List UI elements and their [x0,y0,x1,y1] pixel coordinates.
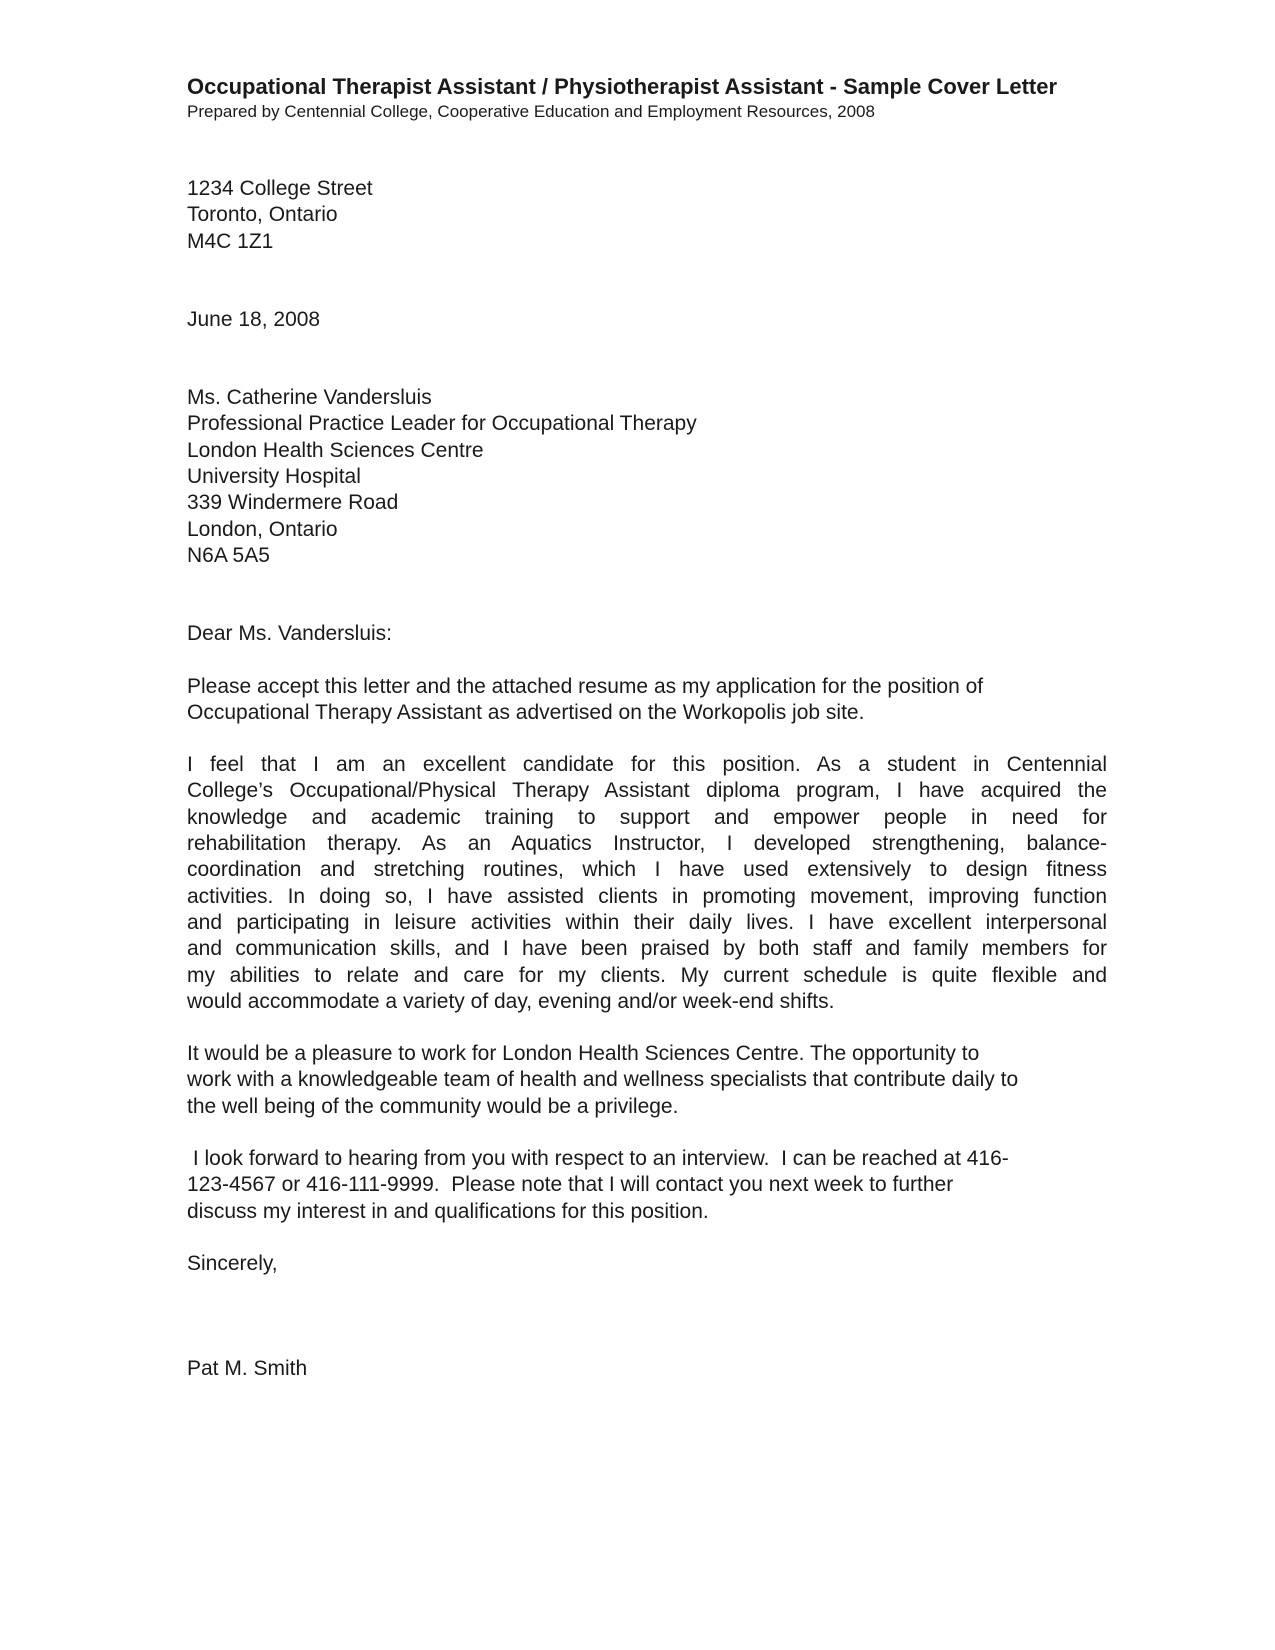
paragraph-line: It would be a pleasure to work for London Health Sciences Centre. The opportunity to [187,1042,980,1066]
sender-address [187,176,1107,255]
document-header [187,73,1107,123]
recipient-name: Ms. Catherine Vandersluis [187,386,432,410]
paragraph-application [187,674,1107,727]
signature-name: Pat M. Smith [187,1357,308,1381]
paragraph-line: work with a knowledgeable team of health and wellness specialists that contribute daily to [187,1068,1019,1092]
sender-postal-code: M4C 1Z1 [187,229,274,253]
recipient-address [187,385,1107,569]
paragraph-qualifications [187,752,1107,1015]
paragraph-line: the well being of the community would be a privilege. [187,1094,679,1118]
paragraph-line: I look forward to hearing from you with respect to an interview. I can be reached at 416- [187,1147,1009,1171]
recipient-postal-code: N6A 5A5 [187,543,270,567]
paragraph-line: would accommodate a variety of day, evening and/or week-end shifts. [187,989,835,1013]
sender-city: Toronto, Ontario [187,203,338,227]
paragraph-line: and participating in leisure activities within their daily lives. I have excellent interpersonal [187,910,1107,934]
salutation: Dear Ms. Vandersluis: [187,622,393,646]
recipient-street: 339 Windermere Road [187,491,399,515]
paragraph-line: coordination and stretching routines, which I have used extensively to design fitness [187,858,1107,882]
paragraph-line: Occupational Therapy Assistant as advertised on the Workopolis job site. [187,700,865,724]
paragraph-line: 123-4567 or 416-111-9999. Please note that I will contact you next week to further [187,1173,954,1197]
paragraph-line: Please accept this letter and the attached resume as my application for the position of [187,674,984,698]
paragraph-line: College’s Occupational/Physical Therapy Assistant diploma program, I have acquired the [187,779,1107,803]
closing: Sincerely, [187,1251,278,1275]
recipient-city: London, Ontario [187,517,338,541]
recipient-position: Professional Practice Leader for Occupational Therapy [187,412,697,436]
recipient-organization: London Health Sciences Centre [187,438,484,462]
paragraph-line: I feel that I am an excellent candidate for this position. As a student in Centennial [187,753,1107,777]
sender-street: 1234 College Street [187,177,373,200]
letter-body [187,176,1107,1383]
paragraph-line: and communication skills, and I have been praised by both staff and family members for [187,937,1107,961]
paragraph-motivation [187,1041,1107,1120]
document-title: Occupational Therapist Assistant / Physiotherapist Assistant - Sample Cover Letter [187,74,1058,99]
paragraph-line: rehabilitation therapy. As an Aquatics Instructor, I developed strengthening, balance- [187,832,1107,856]
paragraph-contact [187,1146,1107,1225]
document-subtitle: Prepared by Centennial College, Cooperative Education and Employment Resources, 2008 [187,102,875,121]
paragraph-line: discuss my interest in and qualifications for this position. [187,1199,709,1223]
paragraph-line: activities. In doing so, I have assisted clients in promoting movement, improving function [187,884,1107,908]
paragraph-line: my abilities to relate and care for my clients. My current schedule is quite flexible and [187,963,1107,987]
paragraph-line: knowledge and academic training to support and empower people in need for [187,805,1107,829]
recipient-department: University Hospital [187,465,361,489]
letter-date: June 18, 2008 [187,307,321,331]
